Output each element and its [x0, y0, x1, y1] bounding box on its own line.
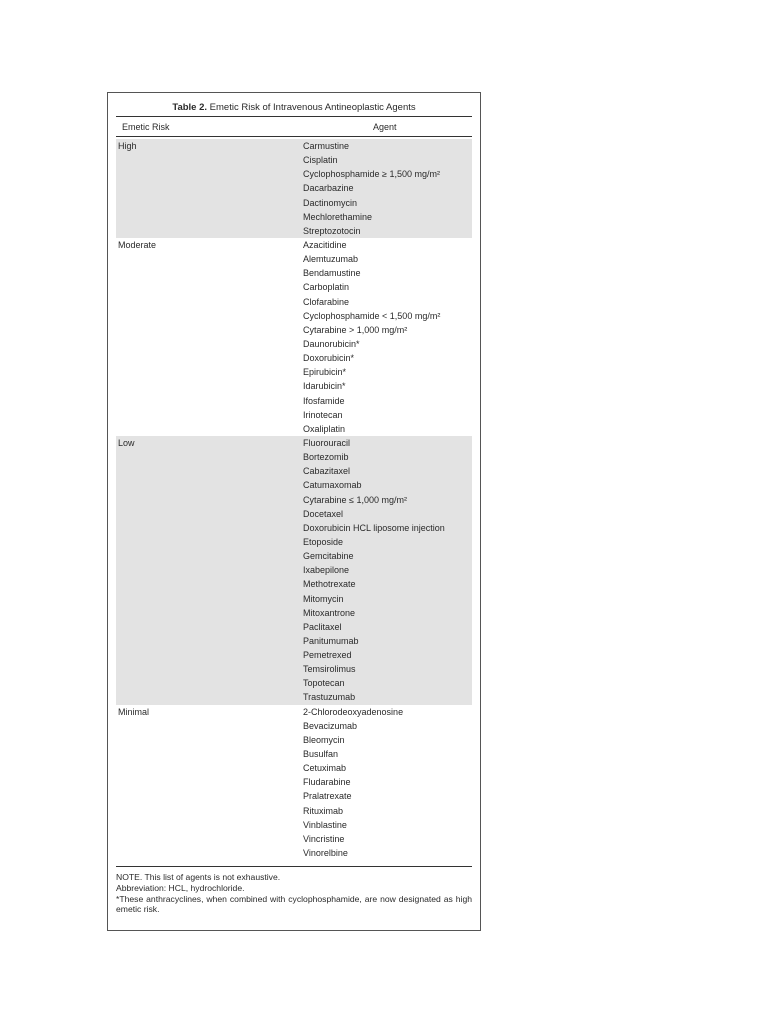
agent-name: Busulfan — [303, 749, 339, 760]
agent-name: Vinblastine — [303, 819, 347, 830]
bottom-rule — [116, 866, 472, 867]
agent-name: Bleomycin — [303, 734, 345, 745]
table-notes — [116, 872, 472, 915]
agent-name: Panitumumab — [303, 635, 359, 646]
agent-name: Topotecan — [303, 678, 345, 689]
agent-name: Bevacizumab — [303, 720, 358, 731]
agent-name: Cetuximab — [303, 763, 347, 774]
agent-name: Methotrexate — [303, 579, 356, 590]
risk-level-label: Low — [118, 437, 135, 448]
risk-level-label: Moderate — [118, 239, 157, 250]
agent-name: 2-Chlorodeoxyadenosine — [303, 706, 404, 717]
agent-name: Paclitaxel — [303, 621, 342, 632]
agent-name: Dacarbazine — [303, 183, 354, 194]
agent-name: Ifosfamide — [303, 395, 345, 406]
agent-name: Clofarabine — [303, 296, 350, 307]
agent-name: Gemcitabine — [303, 551, 354, 562]
agent-name: Etoposide — [303, 536, 344, 547]
agent-name: Fluorouracil — [303, 437, 351, 448]
agent-name: Temsirolimus — [303, 664, 356, 675]
agent-name: Trastuzumab — [303, 692, 356, 703]
agent-list — [303, 238, 472, 436]
agent-name: Cytarabine > 1,000 mg/m² — [303, 324, 408, 335]
agent-name: Idarubicin* — [303, 381, 346, 392]
abbreviation-text: Abbreviation: HCL, hydrochloride. — [116, 882, 245, 893]
table-body — [116, 139, 472, 860]
agent-name: Alemtuzumab — [303, 254, 359, 265]
agent-name: Cisplatin — [303, 155, 338, 166]
agent-name: Vincristine — [303, 833, 345, 844]
agent-name: Oxaliplatin — [303, 423, 346, 434]
agent-name: Docetaxel — [303, 508, 344, 519]
agent-name: Vinorelbine — [303, 848, 348, 859]
header-rule — [116, 136, 472, 137]
risk-level-label: High — [118, 141, 137, 151]
agent-name: Doxorubicin* — [303, 353, 355, 364]
agent-name: Irinotecan — [303, 409, 343, 420]
agent-name: Carboplatin — [303, 282, 350, 293]
agent-name: Dactinomycin — [303, 197, 358, 208]
risk-level-label: Minimal — [118, 706, 150, 717]
agent-name: Epirubicin* — [303, 367, 347, 378]
caption-label: Table 2. — [172, 102, 208, 113]
agent-name: Rituximab — [303, 805, 344, 816]
agent-name: Doxorubicin HCL liposome injection — [303, 522, 445, 533]
agent-name: Cyclophosphamide ≥ 1,500 mg/m² — [303, 169, 441, 180]
column-header-agent: Agent — [373, 122, 397, 132]
risk-group-minimal — [116, 705, 472, 861]
agent-name: Mitomycin — [303, 593, 344, 604]
agent-name: Streptozotocin — [303, 225, 361, 236]
agent-name: Mechlorethamine — [303, 211, 373, 222]
agent-name: Mitoxantrone — [303, 607, 356, 618]
risk-group-moderate — [116, 238, 472, 436]
agent-name: Bortezomib — [303, 452, 349, 463]
agent-name: Pemetrexed — [303, 650, 352, 661]
agent-list — [303, 139, 472, 238]
agent-name: Catumaxomab — [303, 480, 362, 491]
agent-name: Carmustine — [303, 141, 350, 151]
agent-list — [303, 705, 472, 861]
agent-name: Ixabepilone — [303, 565, 350, 576]
agent-name: Daunorubicin* — [303, 338, 360, 349]
agent-name: Cyclophosphamide < 1,500 mg/m² — [303, 310, 441, 321]
agent-name: Azacitidine — [303, 239, 347, 250]
risk-group-high — [116, 139, 472, 238]
caption-title: Emetic Risk of Intravenous Antineoplastic Agents — [209, 102, 416, 113]
risk-group-low — [116, 436, 472, 705]
column-header-emetic-risk: Emetic Risk — [122, 122, 170, 132]
agent-name: Pralatrexate — [303, 791, 352, 802]
top-rule — [116, 116, 472, 117]
agent-list — [303, 436, 472, 705]
table-header — [116, 120, 472, 134]
table-frame — [107, 92, 481, 931]
agent-name: Fludarabine — [303, 777, 351, 788]
agent-name: Bendamustine — [303, 268, 361, 279]
note-text: NOTE. This list of agents is not exhaustive. — [116, 872, 281, 882]
table-caption — [116, 102, 472, 114]
footnote-text: *These anthracyclines, when combined with cyclophosphamide, are now designated as high emetic risk. — [116, 893, 472, 915]
agent-name: Cabazitaxel — [303, 466, 351, 477]
agent-name: Cytarabine ≤ 1,000 mg/m² — [303, 494, 407, 505]
